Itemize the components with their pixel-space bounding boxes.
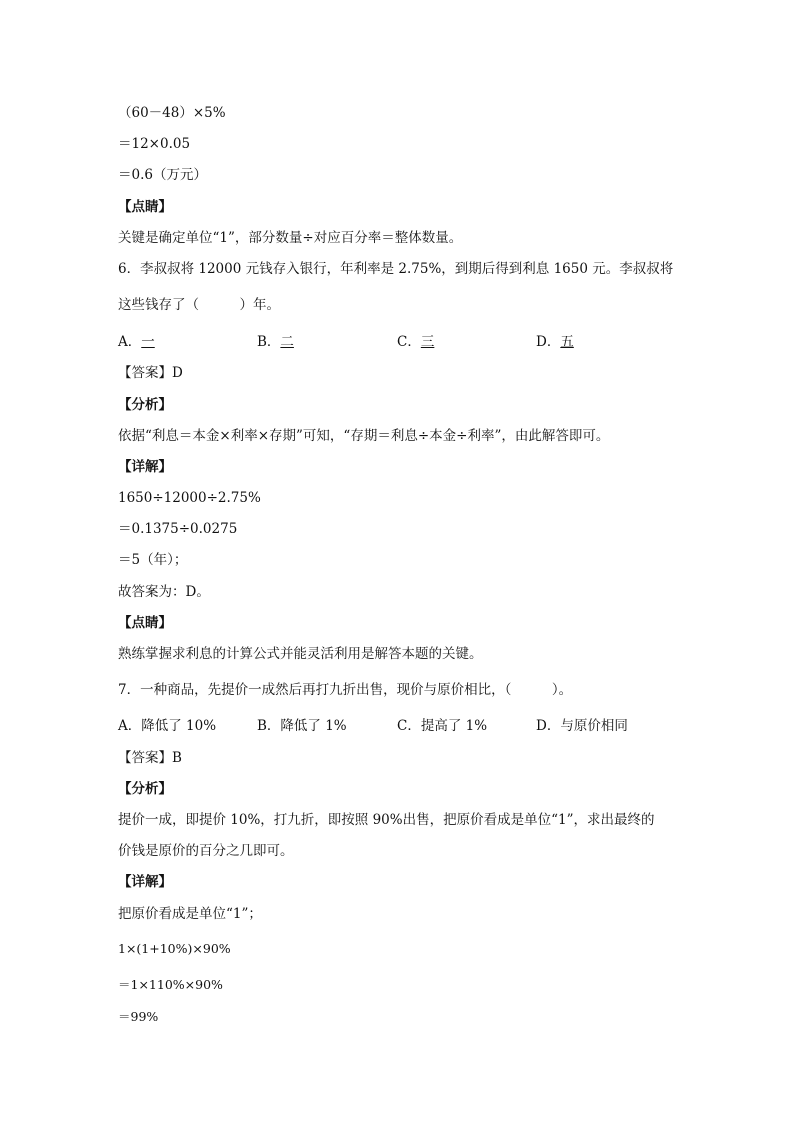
q6-detail-line-4: 故答案为：D。 (118, 584, 210, 600)
q7-stem: 7．一种商品，先提价一成然后再打九折出售，现价与原价相比，（ ）。 (118, 682, 573, 698)
q7-answer: 【答案】B (118, 750, 182, 766)
q7-option-d-text: 与原价相同 (560, 718, 628, 734)
q7-option-b-text: 降低了 1% (280, 718, 347, 734)
q5-calc-line-2: ＝12×0.05 (118, 136, 191, 152)
q7-option-b (257, 717, 347, 735)
q7-option-a (118, 717, 216, 735)
q6-option-d-letter: D． (536, 334, 561, 350)
q7-option-a-text: 降低了 10% (141, 718, 217, 734)
q6-detail-label: 【详解】 (118, 459, 172, 475)
q7-option-c-text: 提高了 1% (420, 718, 488, 734)
q6-stem-line-2: 这些钱存了（ ）年。 (118, 297, 280, 313)
q7-formula-line-3: ＝99% (118, 1009, 159, 1024)
q6-detail-line-3: ＝5（年）； (118, 552, 188, 568)
q6-option-c-letter: C． (397, 334, 421, 350)
q7-detail-label: 【详解】 (118, 874, 172, 890)
q7-analysis-label: 【分析】 (118, 781, 172, 797)
q6-option-a (118, 333, 155, 351)
q6-option-d-text: 五 (560, 334, 574, 350)
q7-analysis-line-2: 价钱是原价的百分之几即可。 (118, 843, 294, 859)
q7-option-a-letter: A． (118, 718, 142, 734)
q7-option-d-letter: D． (536, 718, 561, 734)
q5-tip-label: 【点睛】 (118, 199, 172, 215)
q6-option-b (257, 333, 294, 351)
q6-detail-line-2: ＝0.1375÷0.0275 (118, 521, 238, 537)
q6-option-a-text: 一 (141, 334, 155, 350)
q7-option-d (536, 717, 628, 735)
q6-detail-line-1: 1650÷12000÷2.75% (118, 490, 261, 506)
q6-tip-label: 【点睛】 (118, 615, 172, 631)
q7-option-c (397, 717, 487, 735)
q7-detail-intro: 把原价看成是单位“1”； (118, 906, 262, 922)
q7-formula-line-1: 1×(1+10%)×90% (118, 941, 231, 956)
q7-option-b-letter: B． (257, 718, 281, 734)
q6-analysis-text: 依据“利息＝本金×利率×存期”可知，“存期＝利息÷本金÷利率”，由此解答即可。 (118, 428, 610, 444)
q6-option-b-text: 二 (280, 334, 294, 350)
q6-analysis-label: 【分析】 (118, 397, 172, 413)
q6-answer: 【答案】D (118, 365, 183, 381)
q6-option-c (397, 333, 434, 351)
q5-calc-line-3: ＝0.6（万元） (118, 167, 207, 183)
q6-stem-line-1: 6．李叔叔将 12000 元钱存入银行，年利率是 2.75%，到期后得到利息 1650 元。李叔叔将 (118, 261, 674, 277)
q6-option-b-letter: B． (257, 334, 281, 350)
q6-tip-text: 熟练掌握求利息的计算公式并能灵活利用是解答本题的关键。 (118, 646, 483, 662)
q7-analysis-line-1: 提价一成，即提价 10%，打九折，即按照 90%出售，把原价看成是单位“1”，求出最终的 (118, 812, 655, 828)
q5-calc-line-1: （60－48）×5% (118, 105, 226, 121)
q6-option-a-letter: A． (118, 334, 142, 350)
q6-option-c-text: 三 (420, 334, 435, 350)
q7-formula-line-2: ＝1×110%×90% (118, 977, 223, 992)
q5-tip-text: 关键是确定单位“1”，部分数量÷对应百分率＝整体数量。 (118, 230, 463, 246)
q7-option-c-letter: C． (397, 718, 421, 734)
q6-option-d (536, 333, 574, 351)
